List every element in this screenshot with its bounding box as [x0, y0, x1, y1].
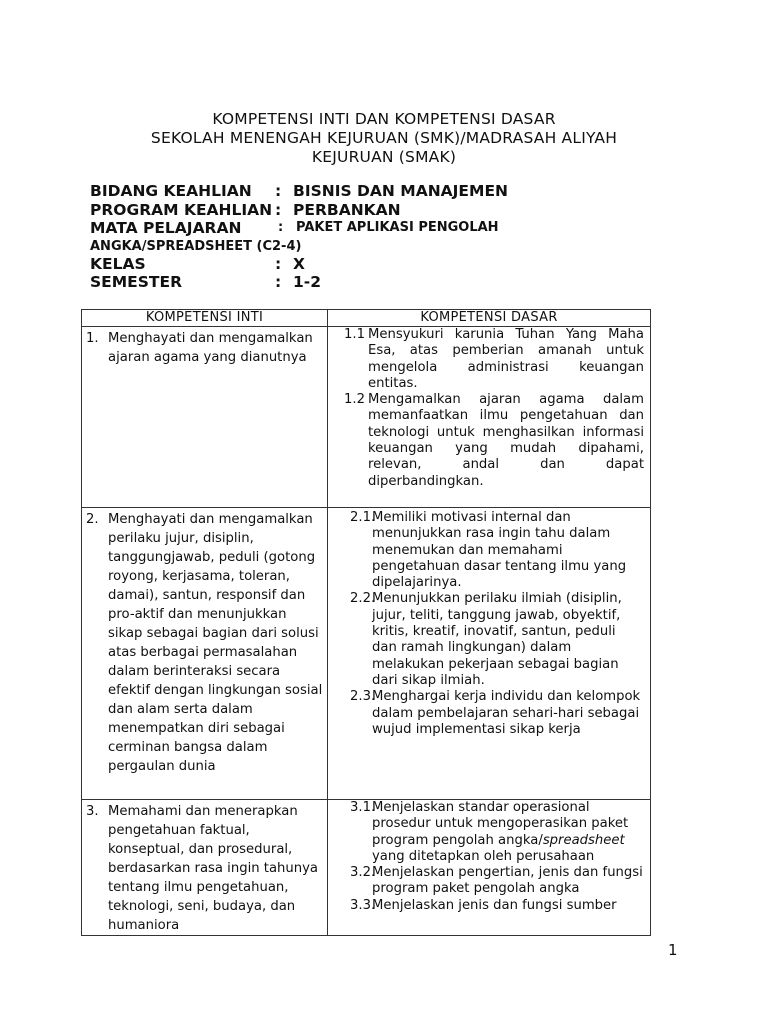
- title-line-2: SEKOLAH MENENGAH KEJURUAN (SMK)/MADRASAH ALIYAH: [150, 129, 618, 147]
- ki-text: Menghayati dan mengamalkan perilaku jujur, disiplin, tanggungjawab, peduli (gotong royong, kerjasama, toleran, damai), santun, responsif dan pro-aktif dan menunjukkan sikap sebagai bagian dari solusi atas berbagai permasalahan dalam berinteraksi secara efektif dengan lingkungan sosial dan alam serta dalam menempatkan diri sebagai cerminan bangsa dalam pergaulan dunia: [108, 512, 323, 774]
- kd-number: 2.3.: [350, 689, 376, 705]
- document-title: [0, 110, 768, 167]
- kd-text: Menghargai kerja individu dan kelompok dalam pembelajaran sehari-hari sebagai wujud implementasi sikap kerja: [372, 689, 641, 737]
- kd-cell: [328, 508, 651, 800]
- bidang-row: [90, 182, 650, 201]
- table-row: [82, 327, 651, 508]
- kd-cell: [328, 800, 651, 936]
- kd-item: [350, 800, 644, 865]
- kd-number: 3.2.: [350, 865, 376, 881]
- semester-label: SEMESTER: [90, 273, 183, 291]
- kd-item: [344, 392, 644, 490]
- colon: :: [275, 254, 282, 273]
- program-label: PROGRAM KEAHLIAN: [90, 200, 273, 219]
- semester-value: 1-2: [293, 273, 322, 291]
- ki-number: 3.: [86, 804, 99, 819]
- kelas-value: X: [293, 254, 305, 273]
- course-info: [90, 182, 650, 292]
- ki-cell: [82, 508, 328, 800]
- kd-item: [350, 510, 644, 591]
- ki-cell: [82, 800, 328, 936]
- table-header-row: [82, 310, 651, 327]
- kd-text: [372, 800, 644, 865]
- bidang-value: BISNIS DAN MANAJEMEN: [293, 182, 509, 200]
- table-row: [82, 508, 651, 800]
- kd-item: [350, 898, 644, 914]
- ki-cell: [82, 327, 328, 508]
- program-row: [90, 201, 650, 220]
- mapel-value: PAKET APLIKASI PENGOLAH: [296, 220, 499, 235]
- ki-number: 1.: [86, 331, 99, 346]
- kelas-row: [90, 255, 650, 274]
- mapel-label: MATA PELAJARAN: [90, 219, 242, 237]
- title-line-3: KEJURUAN (SMAK): [311, 148, 457, 166]
- bidang-label: BIDANG KEAHLIAN: [90, 182, 252, 200]
- kd-cell: [328, 327, 651, 508]
- ki-text: Memahami dan menerapkan pengetahuan faktual, konseptual, dan prosedural, berdasarkan rasa ingin tahunya tentang ilmu pengetahuan, teknologi, seni, budaya, dan humaniora: [108, 804, 319, 933]
- kd-text: Menunjukkan perilaku ilmiah (disiplin, jujur, teliti, tanggung jawab, obyektif, kritis, kreatif, inovatif, santun, peduli dan ramah lingkungan) dalam melakukan pekerjaan sebagai bagian dari sikap ilmiah.: [372, 591, 622, 688]
- kd-text-pre: Menjelaskan standar operasional prosedur untuk mengoperasikan paket program pengolah angka/: [372, 800, 629, 848]
- ki-number: 2.: [86, 512, 99, 527]
- kd-item: [350, 865, 644, 898]
- kd-text: Mensyukuri karunia Tuhan Yang Maha Esa, atas pemberian amanah untuk mengelola administrasi keuangan entitas.: [368, 327, 644, 391]
- kd-text: Memiliki motivasi internal dan menunjukkan rasa ingin tahu dalam menemukan dan memahami pengetahuan dasar tentang ilmu yang dipelajarinya.: [372, 510, 627, 591]
- header-ki: KOMPETENSI INTI: [82, 310, 328, 327]
- kd-number: 3.1.: [350, 800, 376, 815]
- kd-number: 3.3.: [350, 897, 376, 913]
- semester-row: [90, 273, 650, 292]
- table-row: [82, 800, 651, 936]
- mapel-row: [90, 219, 650, 238]
- kelas-label: KELAS: [90, 254, 146, 273]
- colon: :: [275, 182, 282, 200]
- colon: :: [278, 220, 284, 235]
- kd-item: [344, 327, 644, 392]
- kd-text: Menjelaskan jenis dan fungsi sumber: [372, 897, 617, 913]
- colon: :: [275, 200, 282, 219]
- kd-number: 1.2: [344, 392, 365, 408]
- kd-item: [350, 689, 644, 738]
- kd-text-emphasis: spreadsheet: [542, 832, 625, 848]
- colon: :: [275, 273, 282, 291]
- kd-text-post: yang ditetapkan oleh perusahaan: [372, 848, 595, 864]
- kd-number: 2.1.: [350, 510, 376, 525]
- header-kd: KOMPETENSI DASAR: [328, 310, 651, 327]
- kd-text: Mengamalkan ajaran agama dalam memanfaatkan ilmu pengetahuan dan teknologi untuk menghasilkan informasi keuangan yang mudah dipahami, relevan, andal dan dapat diperbandingkan.: [368, 392, 644, 489]
- competency-table: [81, 309, 651, 936]
- kd-number: 1.1: [344, 327, 365, 342]
- title-line-1: KOMPETENSI INTI DAN KOMPETENSI DASAR: [212, 110, 556, 128]
- mapel-value-wrap: ANGKA/SPREADSHEET (C2-4): [90, 238, 302, 254]
- program-value: PERBANKAN: [293, 200, 401, 219]
- kd-number: 2.2.: [350, 591, 376, 607]
- page-number: 1: [668, 941, 678, 959]
- kd-text: Menjelaskan pengertian, jenis dan fungsi program paket pengolah angka: [372, 865, 643, 897]
- kd-item: [350, 591, 644, 689]
- ki-text: Menghayati dan mengamalkan ajaran agama yang dianutnya: [108, 331, 313, 365]
